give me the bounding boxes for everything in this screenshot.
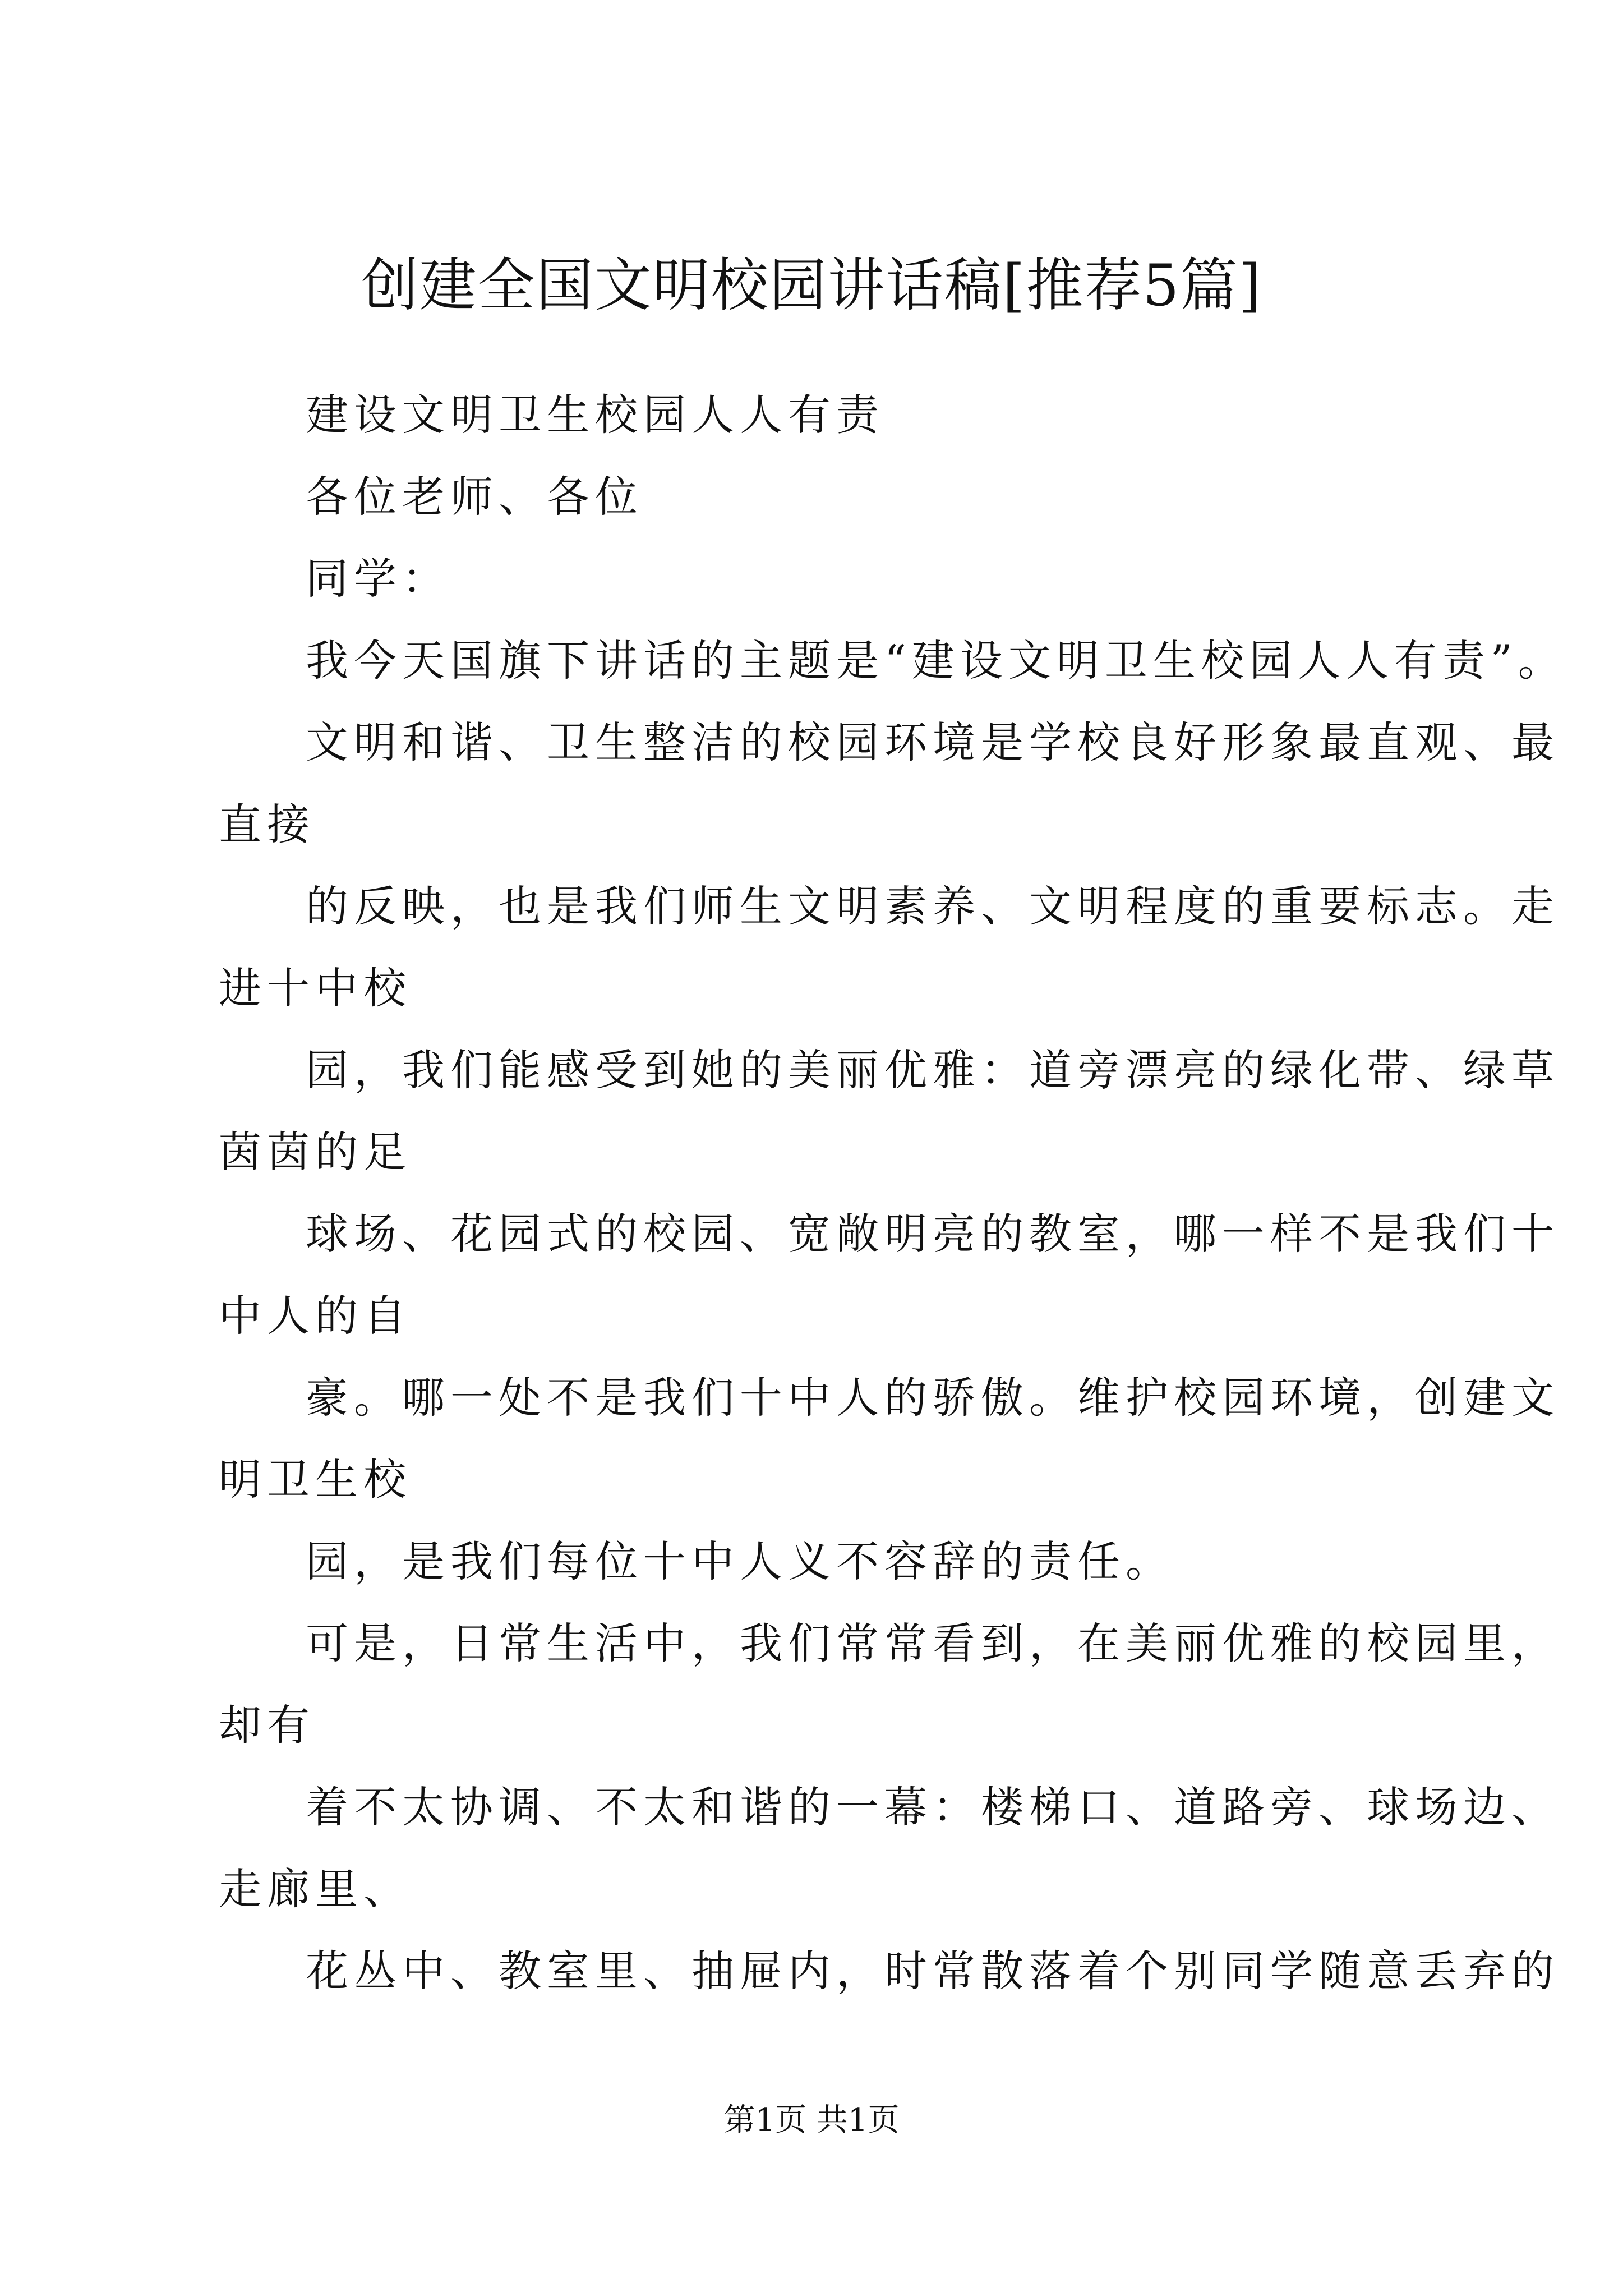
paragraph-line: 同学： <box>306 554 450 604</box>
paragraph-line: 球场、花园式的校园、宽敞明亮的教室，哪一样不是我们十 <box>306 1209 1560 1259</box>
paragraph-line: 中人的自 <box>219 1291 412 1341</box>
paragraph-line: 却有 <box>219 1700 315 1750</box>
page-footer: 第1页 共1页 <box>723 2102 900 2138</box>
paragraph-line: 我今天国旗下讲话的主题是“建设文明卫生校园人人有责”。 <box>306 636 1566 685</box>
paragraph-line: 文明和谐、卫生整洁的校园环境是学校良好形象最直观、最 <box>306 717 1560 767</box>
paragraph-line: 建设文明卫生校园人人有责 <box>306 390 884 440</box>
paragraph-line: 可是，日常生活中，我们常常看到，在美丽优雅的校园里， <box>306 1618 1560 1668</box>
paragraph-line: 各位老师、各位 <box>306 472 643 522</box>
paragraph-line: 园，是我们每位十中人义不容辞的责任。 <box>306 1536 1174 1586</box>
paragraph-line: 着不太协调、不太和谐的一幕：楼梯口、道路旁、球场边、 <box>306 1782 1560 1832</box>
paragraph-line: 直接 <box>219 799 315 849</box>
paragraph-line: 进十中校 <box>219 963 412 1013</box>
paragraph-line: 走廊里、 <box>219 1864 412 1914</box>
paragraph-line: 花丛中、教室里、抽屉内，时常散落着个别同学随意丢弃的 <box>306 1946 1560 1996</box>
paragraph-line: 明卫生校 <box>219 1455 412 1504</box>
paragraph-line: 茵茵的足 <box>219 1127 412 1177</box>
paragraph-line: 的反映，也是我们师生文明素养、文明程度的重要标志。走 <box>306 881 1560 931</box>
paragraph-line: 豪。哪一处不是我们十中人的骄傲。维护校园环境，创建文 <box>306 1373 1560 1423</box>
document-title: 创建全国文明校园讲话稿[推荐5篇] <box>361 252 1262 319</box>
paragraph-line: 园，我们能感受到她的美丽优雅：道旁漂亮的绿化带、绿草 <box>306 1045 1560 1095</box>
